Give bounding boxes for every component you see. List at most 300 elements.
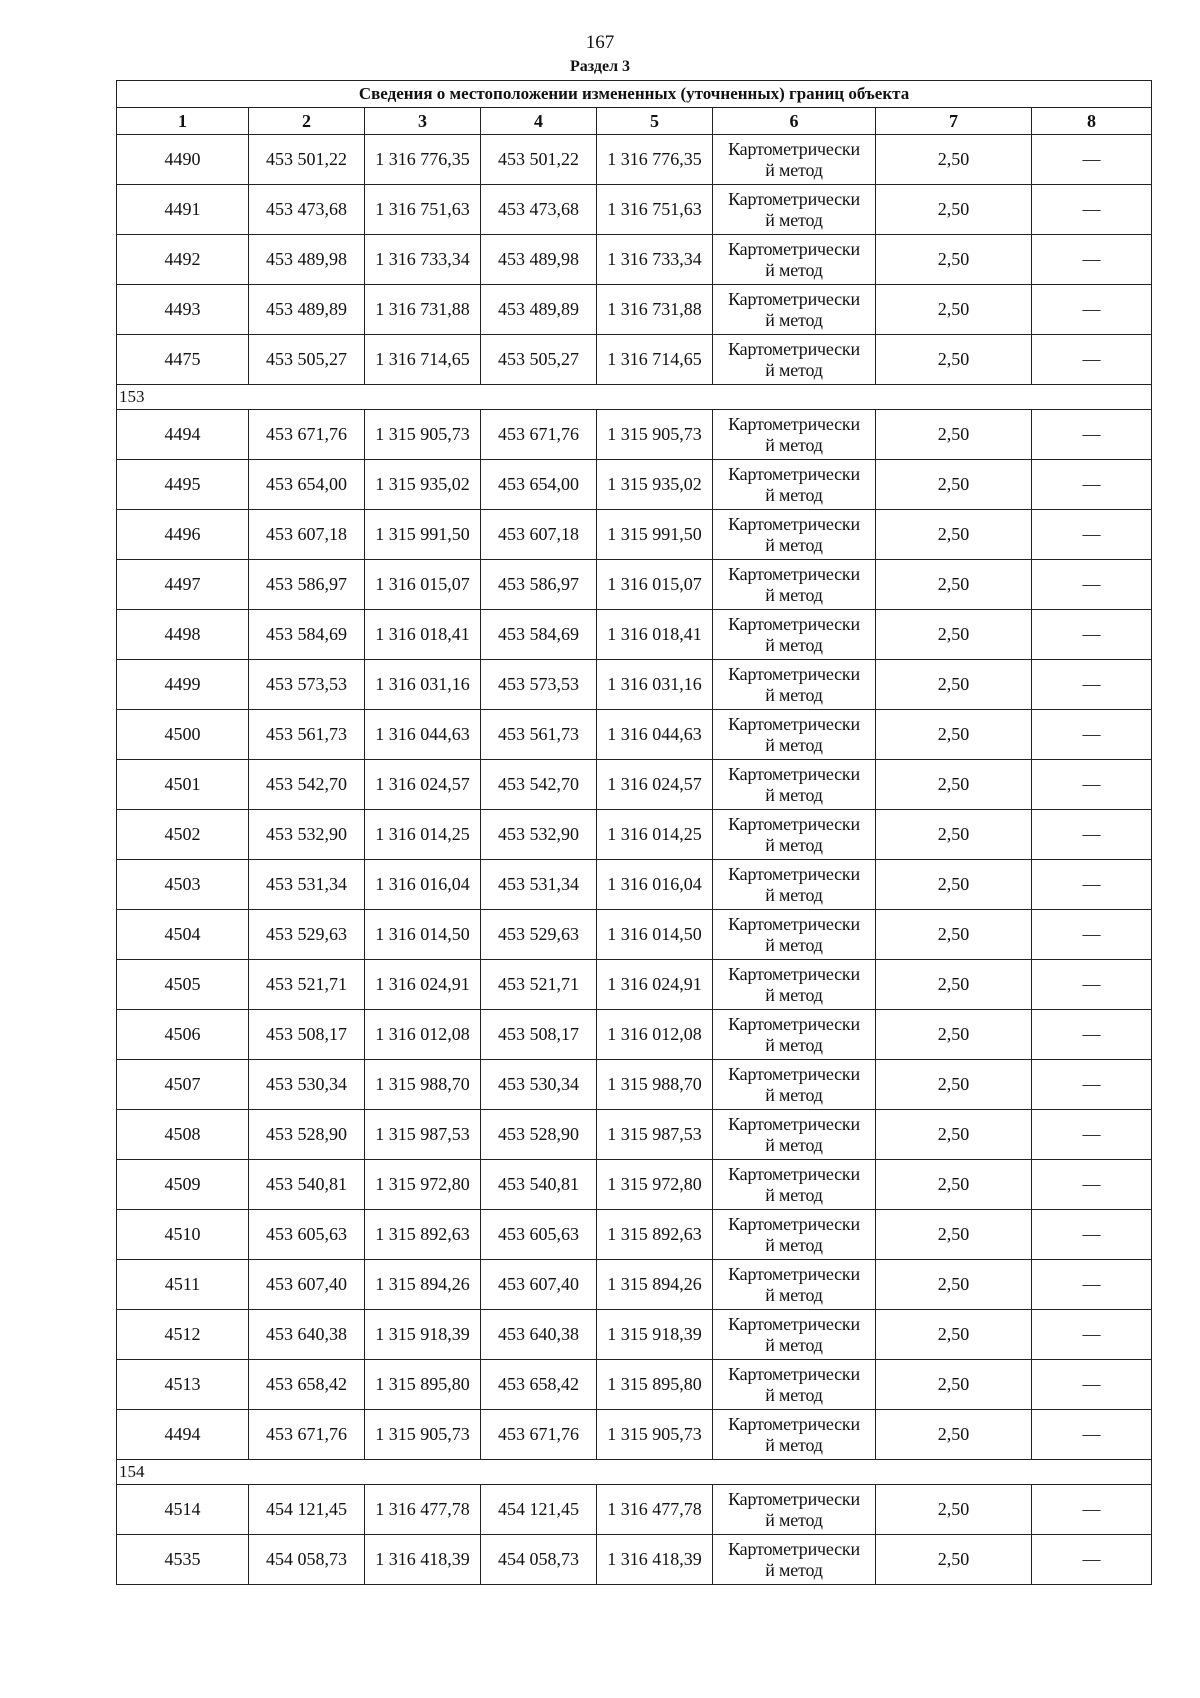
x-existing: 453 607,18 — [249, 510, 365, 560]
table-row — [117, 810, 1152, 860]
y-existing: 1 316 024,57 — [365, 760, 481, 810]
method-line2: й метод — [765, 884, 823, 905]
column-header: 6 — [713, 108, 876, 135]
x-refined: 453 489,98 — [481, 235, 597, 285]
y-existing: 1 315 892,63 — [365, 1210, 481, 1260]
x-existing: 453 542,70 — [249, 760, 365, 810]
group-row — [117, 1460, 1152, 1485]
point-id: 4492 — [117, 235, 249, 285]
method — [713, 1485, 876, 1535]
x-existing: 453 586,97 — [249, 560, 365, 610]
description-dash: — — [1032, 910, 1152, 960]
method — [713, 1310, 876, 1360]
table-body — [117, 135, 1152, 1585]
method-line1: Картометрически — [728, 1413, 860, 1434]
point-id: 4493 — [117, 285, 249, 335]
description-dash: — — [1032, 1060, 1152, 1110]
description-dash: — — [1032, 1010, 1152, 1060]
precision: 2,50 — [876, 860, 1032, 910]
method-line1: Картометрически — [728, 1263, 860, 1284]
method — [713, 235, 876, 285]
precision: 2,50 — [876, 1360, 1032, 1410]
y-existing: 1 315 905,73 — [365, 1410, 481, 1460]
table-row — [117, 860, 1152, 910]
method-line2: й метод — [765, 1559, 823, 1580]
point-id: 4499 — [117, 660, 249, 710]
y-existing: 1 316 016,04 — [365, 860, 481, 910]
x-existing: 453 671,76 — [249, 1410, 365, 1460]
y-existing: 1 316 477,78 — [365, 1485, 481, 1535]
y-existing: 1 316 418,39 — [365, 1535, 481, 1585]
y-existing: 1 315 988,70 — [365, 1060, 481, 1110]
table-row — [117, 1110, 1152, 1160]
description-dash: — — [1032, 1310, 1152, 1360]
y-refined: 1 316 015,07 — [597, 560, 713, 610]
x-existing: 454 121,45 — [249, 1485, 365, 1535]
x-existing: 453 473,68 — [249, 185, 365, 235]
y-refined: 1 316 731,88 — [597, 285, 713, 335]
method-line2: й метод — [765, 359, 823, 380]
method — [713, 410, 876, 460]
precision: 2,50 — [876, 560, 1032, 610]
y-refined: 1 316 044,63 — [597, 710, 713, 760]
method-line1: Картометрически — [728, 1063, 860, 1084]
x-refined: 453 671,76 — [481, 1410, 597, 1460]
method — [713, 960, 876, 1010]
method-line2: й метод — [765, 1034, 823, 1055]
section-title: Раздел 3 — [569, 58, 631, 75]
method-line2: й метод — [765, 734, 823, 755]
description-dash: — — [1032, 510, 1152, 560]
point-id: 4503 — [117, 860, 249, 910]
method — [713, 910, 876, 960]
x-existing: 453 521,71 — [249, 960, 365, 1010]
y-refined: 1 316 024,57 — [597, 760, 713, 810]
point-id: 4514 — [117, 1485, 249, 1535]
x-refined: 453 607,18 — [481, 510, 597, 560]
x-existing: 453 540,81 — [249, 1160, 365, 1210]
x-refined: 453 561,73 — [481, 710, 597, 760]
table-row — [117, 1160, 1152, 1210]
method-line1: Картометрически — [728, 663, 860, 684]
precision: 2,50 — [876, 610, 1032, 660]
x-existing: 454 058,73 — [249, 1535, 365, 1585]
column-header: 1 — [117, 108, 249, 135]
y-refined: 1 316 018,41 — [597, 610, 713, 660]
y-refined: 1 315 894,26 — [597, 1260, 713, 1310]
point-id: 4490 — [117, 135, 249, 185]
method-line1: Картометрически — [728, 288, 860, 309]
y-existing: 1 316 024,91 — [365, 960, 481, 1010]
point-id: 4506 — [117, 1010, 249, 1060]
precision: 2,50 — [876, 1210, 1032, 1260]
y-refined: 1 315 918,39 — [597, 1310, 713, 1360]
method — [713, 760, 876, 810]
method-line2: й метод — [765, 1384, 823, 1405]
description-dash: — — [1032, 1535, 1152, 1585]
point-id: 4491 — [117, 185, 249, 235]
table-row — [117, 960, 1152, 1010]
method-line1: Картометрически — [728, 563, 860, 584]
y-refined: 1 316 418,39 — [597, 1535, 713, 1585]
y-existing: 1 316 012,08 — [365, 1010, 481, 1060]
method-line1: Картометрически — [728, 338, 860, 359]
x-refined: 453 529,63 — [481, 910, 597, 960]
point-id: 4504 — [117, 910, 249, 960]
table-row — [117, 1485, 1152, 1535]
method — [713, 1360, 876, 1410]
column-header: 4 — [481, 108, 597, 135]
table-row — [117, 1360, 1152, 1410]
table-row — [117, 610, 1152, 660]
table-row — [117, 1410, 1152, 1460]
x-refined: 453 489,89 — [481, 285, 597, 335]
table-row — [117, 410, 1152, 460]
precision: 2,50 — [876, 235, 1032, 285]
method-line2: й метод — [765, 934, 823, 955]
precision: 2,50 — [876, 760, 1032, 810]
y-refined: 1 315 892,63 — [597, 1210, 713, 1260]
point-id: 4498 — [117, 610, 249, 660]
x-existing: 453 501,22 — [249, 135, 365, 185]
description-dash: — — [1032, 235, 1152, 285]
description-dash: — — [1032, 960, 1152, 1010]
table-row — [117, 1260, 1152, 1310]
method-line1: Картометрически — [728, 1488, 860, 1509]
y-refined: 1 316 024,91 — [597, 960, 713, 1010]
point-id: 4501 — [117, 760, 249, 810]
x-refined: 453 501,22 — [481, 135, 597, 185]
point-id: 4512 — [117, 1310, 249, 1360]
description-dash: — — [1032, 1160, 1152, 1210]
x-refined: 453 586,97 — [481, 560, 597, 610]
method-line2: й метод — [765, 209, 823, 230]
x-refined: 453 605,63 — [481, 1210, 597, 1260]
point-id: 4505 — [117, 960, 249, 1010]
x-existing: 453 584,69 — [249, 610, 365, 660]
column-header: 8 — [1032, 108, 1152, 135]
x-refined: 453 521,71 — [481, 960, 597, 1010]
x-refined: 453 508,17 — [481, 1010, 597, 1060]
method-line1: Картометрически — [728, 463, 860, 484]
method — [713, 1110, 876, 1160]
y-refined: 1 315 972,80 — [597, 1160, 713, 1210]
method-line2: й метод — [765, 1184, 823, 1205]
precision: 2,50 — [876, 960, 1032, 1010]
point-id: 4511 — [117, 1260, 249, 1310]
table-row — [117, 710, 1152, 760]
y-existing: 1 316 751,63 — [365, 185, 481, 235]
point-id: 4496 — [117, 510, 249, 560]
x-refined: 453 540,81 — [481, 1160, 597, 1210]
method-line1: Картометрически — [728, 138, 860, 159]
table-row — [117, 185, 1152, 235]
description-dash: — — [1032, 610, 1152, 660]
method-line2: й метод — [765, 684, 823, 705]
method-line1: Картометрически — [728, 963, 860, 984]
group-row — [117, 385, 1152, 410]
y-refined: 1 315 935,02 — [597, 460, 713, 510]
x-existing: 453 658,42 — [249, 1360, 365, 1410]
x-refined: 453 607,40 — [481, 1260, 597, 1310]
method — [713, 285, 876, 335]
page-number: 167 — [585, 32, 615, 53]
precision: 2,50 — [876, 710, 1032, 760]
method — [713, 460, 876, 510]
description-dash: — — [1032, 660, 1152, 710]
y-refined: 1 316 014,50 — [597, 910, 713, 960]
method — [713, 135, 876, 185]
table-row — [117, 335, 1152, 385]
method-line1: Картометрически — [728, 188, 860, 209]
point-id: 4513 — [117, 1360, 249, 1410]
method-line2: й метод — [765, 1134, 823, 1155]
method — [713, 1160, 876, 1210]
method-line1: Картометрически — [728, 1538, 860, 1559]
column-header: 5 — [597, 108, 713, 135]
precision: 2,50 — [876, 1410, 1032, 1460]
method-line1: Картометрически — [728, 713, 860, 734]
table-row — [117, 1060, 1152, 1110]
method — [713, 860, 876, 910]
precision: 2,50 — [876, 135, 1032, 185]
point-id: 4475 — [117, 335, 249, 385]
method-line2: й метод — [765, 309, 823, 330]
x-refined: 453 528,90 — [481, 1110, 597, 1160]
description-dash: — — [1032, 1410, 1152, 1460]
method-line1: Картометрически — [728, 513, 860, 534]
x-refined: 453 640,38 — [481, 1310, 597, 1360]
point-id: 4502 — [117, 810, 249, 860]
point-id: 4509 — [117, 1160, 249, 1210]
description-dash: — — [1032, 135, 1152, 185]
table-row — [117, 760, 1152, 810]
method-line1: Картометрически — [728, 913, 860, 934]
x-existing: 453 528,90 — [249, 1110, 365, 1160]
description-dash: — — [1032, 410, 1152, 460]
description-dash: — — [1032, 560, 1152, 610]
method-line2: й метод — [765, 259, 823, 280]
precision: 2,50 — [876, 1260, 1032, 1310]
method-line2: й метод — [765, 834, 823, 855]
point-id: 4494 — [117, 1410, 249, 1460]
x-existing: 453 489,89 — [249, 285, 365, 335]
method-line2: й метод — [765, 984, 823, 1005]
method-line1: Картометрически — [728, 1313, 860, 1334]
table-row — [117, 235, 1152, 285]
precision: 2,50 — [876, 460, 1032, 510]
y-existing: 1 316 014,25 — [365, 810, 481, 860]
method-line2: й метод — [765, 534, 823, 555]
x-existing: 453 505,27 — [249, 335, 365, 385]
point-id: 4500 — [117, 710, 249, 760]
table-row — [117, 660, 1152, 710]
precision: 2,50 — [876, 410, 1032, 460]
x-existing: 453 654,00 — [249, 460, 365, 510]
description-dash: — — [1032, 1210, 1152, 1260]
x-existing: 453 605,63 — [249, 1210, 365, 1260]
method — [713, 1060, 876, 1110]
method-line2: й метод — [765, 1434, 823, 1455]
method-line2: й метод — [765, 1334, 823, 1355]
method-line1: Картометрически — [728, 1013, 860, 1034]
table-row — [117, 135, 1152, 185]
x-existing: 453 489,98 — [249, 235, 365, 285]
method-line1: Картометрически — [728, 238, 860, 259]
method-line2: й метод — [765, 1509, 823, 1530]
y-refined: 1 316 751,63 — [597, 185, 713, 235]
precision: 2,50 — [876, 335, 1032, 385]
method — [713, 710, 876, 760]
x-refined: 453 658,42 — [481, 1360, 597, 1410]
boundary-coordinates-table — [116, 80, 1152, 1585]
y-existing: 1 316 714,65 — [365, 335, 481, 385]
precision: 2,50 — [876, 1110, 1032, 1160]
y-existing: 1 315 905,73 — [365, 410, 481, 460]
x-existing: 453 561,73 — [249, 710, 365, 760]
x-existing: 453 640,38 — [249, 1310, 365, 1360]
y-existing: 1 316 733,34 — [365, 235, 481, 285]
x-existing: 453 530,34 — [249, 1060, 365, 1110]
method-line2: й метод — [765, 1284, 823, 1305]
method-line2: й метод — [765, 784, 823, 805]
method-line2: й метод — [765, 484, 823, 505]
method-line1: Картометрически — [728, 1363, 860, 1384]
table-row — [117, 1535, 1152, 1585]
precision: 2,50 — [876, 660, 1032, 710]
precision: 2,50 — [876, 1060, 1032, 1110]
y-existing: 1 316 014,50 — [365, 910, 481, 960]
x-refined: 453 531,34 — [481, 860, 597, 910]
table-row — [117, 560, 1152, 610]
description-dash: — — [1032, 1360, 1152, 1410]
precision: 2,50 — [876, 810, 1032, 860]
x-existing: 453 529,63 — [249, 910, 365, 960]
x-existing: 453 607,40 — [249, 1260, 365, 1310]
group-label: 154 — [117, 1460, 1152, 1485]
precision: 2,50 — [876, 285, 1032, 335]
y-existing: 1 315 991,50 — [365, 510, 481, 560]
x-refined: 453 542,70 — [481, 760, 597, 810]
y-refined: 1 316 016,04 — [597, 860, 713, 910]
method-line1: Картометрически — [728, 1213, 860, 1234]
y-refined: 1 315 987,53 — [597, 1110, 713, 1160]
x-refined: 453 671,76 — [481, 410, 597, 460]
column-header: 2 — [249, 108, 365, 135]
description-dash: — — [1032, 710, 1152, 760]
method — [713, 1210, 876, 1260]
description-dash: — — [1032, 335, 1152, 385]
description-dash: — — [1032, 860, 1152, 910]
method-line1: Картометрически — [728, 613, 860, 634]
method-line2: й метод — [765, 634, 823, 655]
x-existing: 453 671,76 — [249, 410, 365, 460]
y-refined: 1 315 905,73 — [597, 410, 713, 460]
description-dash: — — [1032, 1485, 1152, 1535]
method-line1: Картометрически — [728, 863, 860, 884]
point-id: 4507 — [117, 1060, 249, 1110]
precision: 2,50 — [876, 1485, 1032, 1535]
x-refined: 453 473,68 — [481, 185, 597, 235]
method — [713, 1535, 876, 1585]
table-row — [117, 460, 1152, 510]
y-refined: 1 316 014,25 — [597, 810, 713, 860]
method — [713, 185, 876, 235]
precision: 2,50 — [876, 1160, 1032, 1210]
x-existing: 453 573,53 — [249, 660, 365, 710]
x-existing: 453 531,34 — [249, 860, 365, 910]
description-dash: — — [1032, 760, 1152, 810]
method — [713, 1410, 876, 1460]
column-header: 3 — [365, 108, 481, 135]
point-id: 4495 — [117, 460, 249, 510]
method-line1: Картометрически — [728, 763, 860, 784]
x-refined: 453 505,27 — [481, 335, 597, 385]
y-existing: 1 315 894,26 — [365, 1260, 481, 1310]
x-refined: 454 058,73 — [481, 1535, 597, 1585]
x-refined: 454 121,45 — [481, 1485, 597, 1535]
method — [713, 510, 876, 560]
method — [713, 610, 876, 660]
y-refined: 1 316 776,35 — [597, 135, 713, 185]
y-refined: 1 316 714,65 — [597, 335, 713, 385]
method-line2: й метод — [765, 584, 823, 605]
point-id: 4508 — [117, 1110, 249, 1160]
y-existing: 1 316 731,88 — [365, 285, 481, 335]
method-line1: Картометрически — [728, 413, 860, 434]
description-dash: — — [1032, 185, 1152, 235]
table-row — [117, 1210, 1152, 1260]
description-dash: — — [1032, 1260, 1152, 1310]
group-label: 153 — [117, 385, 1152, 410]
precision: 2,50 — [876, 185, 1032, 235]
table-row — [117, 910, 1152, 960]
table-row — [117, 1310, 1152, 1360]
y-refined: 1 315 905,73 — [597, 1410, 713, 1460]
table-row — [117, 285, 1152, 335]
table-row — [117, 1010, 1152, 1060]
precision: 2,50 — [876, 1535, 1032, 1585]
table-caption: Сведения о местоположении измененных (уточненных) границ объекта — [117, 81, 1152, 108]
point-id: 4510 — [117, 1210, 249, 1260]
method-line1: Картометрически — [728, 1113, 860, 1134]
x-existing: 453 532,90 — [249, 810, 365, 860]
point-id: 4535 — [117, 1535, 249, 1585]
y-existing: 1 315 895,80 — [365, 1360, 481, 1410]
description-dash: — — [1032, 285, 1152, 335]
method-line2: й метод — [765, 1234, 823, 1255]
method — [713, 1010, 876, 1060]
x-refined: 453 573,53 — [481, 660, 597, 710]
y-existing: 1 316 044,63 — [365, 710, 481, 760]
y-refined: 1 315 895,80 — [597, 1360, 713, 1410]
y-existing: 1 316 776,35 — [365, 135, 481, 185]
precision: 2,50 — [876, 910, 1032, 960]
x-refined: 453 530,34 — [481, 1060, 597, 1110]
column-number-row — [117, 108, 1152, 135]
method-line2: й метод — [765, 434, 823, 455]
table-caption-row — [117, 81, 1152, 108]
description-dash: — — [1032, 460, 1152, 510]
y-refined: 1 316 733,34 — [597, 235, 713, 285]
y-existing: 1 315 935,02 — [365, 460, 481, 510]
description-dash: — — [1032, 1110, 1152, 1160]
x-refined: 453 654,00 — [481, 460, 597, 510]
column-header: 7 — [876, 108, 1032, 135]
y-refined: 1 316 012,08 — [597, 1010, 713, 1060]
method — [713, 660, 876, 710]
description-dash: — — [1032, 810, 1152, 860]
